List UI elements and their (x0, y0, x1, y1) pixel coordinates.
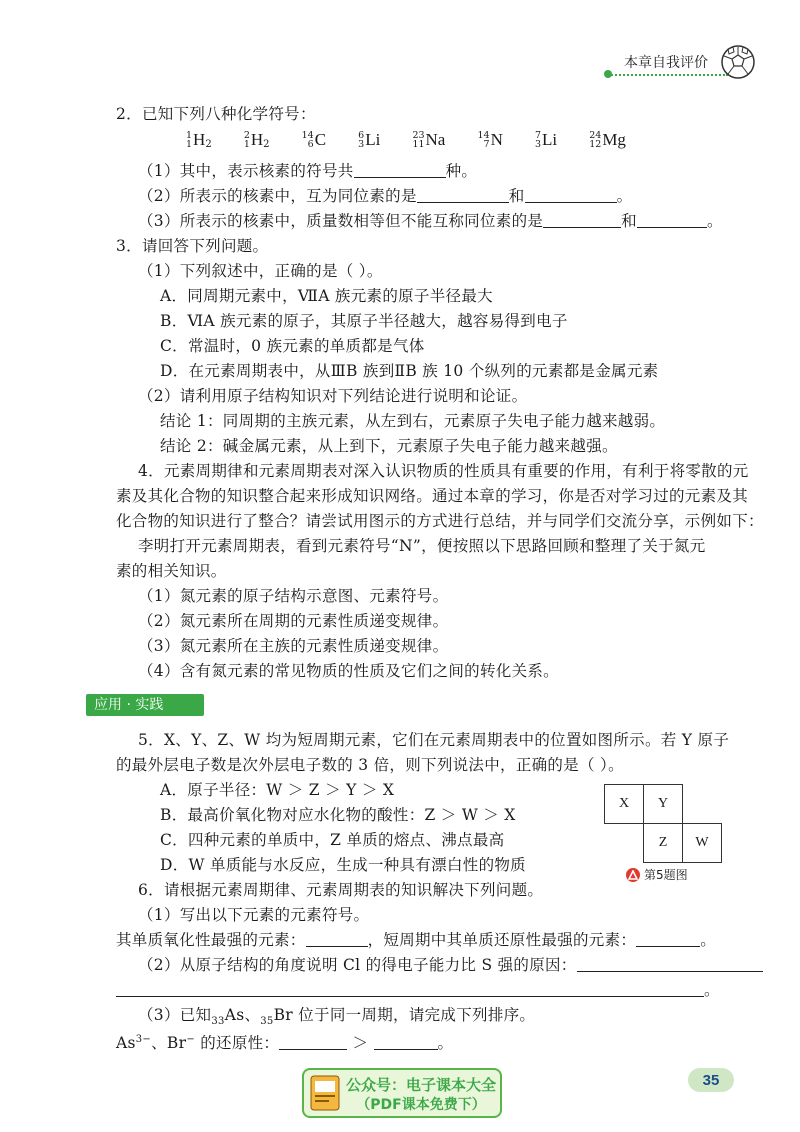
q3-part1: （1）下列叙述中，正确的是（ ）。 (138, 262, 383, 280)
page-number: 35 (688, 1068, 734, 1092)
answer-blank[interactable] (116, 980, 704, 997)
q6-part1: （1）写出以下元素的元素符号。 (138, 906, 370, 924)
q3-conclusion-1: 结论 1：同周期的主族元素，从左到右，元素原子失电子能力越来越弱。 (160, 412, 666, 430)
nuclide-symbol: 6 3 Li (358, 130, 381, 150)
answer-blank[interactable] (306, 930, 368, 947)
q6-part2-continuation: 。 (116, 979, 720, 1001)
chapter-self-evaluation-title: 本章自我评价 (624, 55, 708, 71)
q5-option-d: D．W 单质能与水反应，生成一种具有漂白性的物质 (160, 856, 526, 874)
answer-blank[interactable] (374, 1033, 438, 1050)
nuclide-symbol: 23 11 Na (412, 130, 446, 150)
answer-blank[interactable] (577, 955, 763, 972)
q3-option-b: B．ⅥA 族元素的原子，其原子半径越大，越容易得到电子 (160, 312, 568, 330)
nuclide-symbol: 1 1 H 2 (186, 130, 212, 150)
q4-line-2: 素及其化合物的知识整合起来形成知识网络。通过本章的学习，你是否对学习过的元素及其 (116, 487, 749, 505)
section-badge-application-practice: 应用 · 实践 (86, 694, 204, 716)
q2-part3: （3）所表示的核素中，质量数相等但不能互称同位素的是 和 。 (138, 212, 723, 230)
cell-z: Z (643, 823, 683, 863)
q4-line-1: 4．元素周期律和元素周期表对深入认识物质的性质具有重要的作用，有利于将零散的元 (138, 462, 749, 480)
q3-option-c: C．常温时，0 族元素的单质都是气体 (160, 337, 425, 355)
q5-line-1: 5．X、Y、Z、W 均为短周期元素，它们在元素周期表中的位置如图所示。若 Y 原子 (138, 731, 730, 749)
q6-part1-question: 其单质氧化性最强的元素： ，短周期中其单质还原性最强的元素： 。 (116, 931, 717, 949)
nuclide-symbol: 7 3 Li (534, 130, 558, 150)
watermark-banner (302, 1068, 502, 1118)
nuclide-symbols-row (186, 130, 626, 150)
answer-blank[interactable] (637, 211, 707, 228)
q6-part3: （3）已知$_{33}$As、$_{35}$Br 位于同一周期，请完成下列排序。 (138, 1006, 536, 1027)
q3-part2: （2）请利用原子结构知识对下列结论进行说明和论证。 (138, 387, 528, 405)
answer-blank[interactable] (279, 1033, 347, 1050)
q5-option-c: C．四种元素的单质中，Z 单质的熔点、沸点最高 (160, 831, 505, 849)
q4-item-1: （1）氮元素的原子结构示意图、元素符号。 (138, 587, 449, 605)
cell-x: X (604, 784, 644, 824)
answer-blank[interactable] (417, 186, 509, 203)
header-divider (608, 74, 728, 76)
q3-conclusion-2: 结论 2：碱金属元素，从上到下，元素原子失电子能力越来越强。 (160, 437, 618, 455)
q3-option-a: A．同周期元素中，ⅦA 族元素的原子半径最大 (160, 287, 493, 305)
q2-intro: 2．已知下列八种化学符号： (116, 105, 316, 123)
q6-part2: （2）从原子结构的角度说明 Cl 的得电子能力比 S 强的原因： (138, 954, 763, 976)
q6-intro: 6．请根据元素周期律、元素周期表的知识解决下列问题。 (138, 881, 544, 899)
q4-line-5: 素的相关知识。 (116, 562, 227, 580)
q5-option-a: A．原子半径：W ＞ Z ＞ Y ＞ X (160, 781, 395, 799)
q4-item-2: （2）氮元素所在周期的元素性质递变规律。 (138, 612, 449, 630)
watermark-line-1: 公众号：电子课本大全 (346, 1076, 497, 1094)
answer-blank[interactable] (543, 211, 621, 228)
answer-blank[interactable] (636, 930, 700, 947)
q5-line-2: 的最外层电子数是次外层电子数的 3 倍，则下列说法中，正确的是（ ）。 (116, 756, 624, 774)
q3-option-d: D．在元素周期表中，从ⅢB 族到ⅡB 族 10 个纵列的元素都是金属元素 (160, 362, 659, 380)
q4-item-4: （4）含有氮元素的常见物质的性质及它们之间的转化关系。 (138, 662, 559, 680)
book-logo-icon (310, 1075, 340, 1111)
q5-option-b: B．最高价氧化物对应水化物的酸性：Z ＞ W ＞ X (160, 806, 516, 824)
q4-line-4: 李明打开元素周期表，看到元素符号“N”，便按照以下思路回顾和整理了关于氮元 (138, 537, 706, 555)
q6-part3-question: $As^{3-}$、Br− 的还原性： ＞ 。 (116, 1034, 454, 1053)
figure-caption (626, 866, 688, 883)
watermark-line-2: （PDF课本免费下） (356, 1097, 486, 1113)
answer-blank[interactable] (354, 161, 446, 178)
nuclide-symbol: 24 12 Mg (589, 130, 626, 150)
q2-part2: （2）所表示的核素中，互为同位素的是 和 。 (138, 187, 633, 205)
q3-intro: 3．请回答下列问题。 (116, 237, 269, 255)
triangle-marker-icon (626, 868, 640, 882)
soccer-ball-icon (720, 44, 756, 80)
q2-part1: （1）其中，表示核素的符号共 种。 (138, 162, 478, 180)
nuclide-symbol: 2 1 H 2 (243, 130, 270, 150)
cell-w: W (682, 823, 722, 863)
answer-blank[interactable] (525, 186, 617, 203)
cell-y: Y (643, 784, 683, 824)
q4-item-3: （3）氮元素所在主族的元素性质递变规律。 (138, 637, 449, 655)
figure-caption-text: 第5题图 (644, 868, 688, 882)
nuclide-symbol: 14 7 N (477, 130, 503, 150)
q4-line-3: 化合物的知识进行了整合？请尝试用图示的方式进行总结，并与同学们交流分享，示例如下： (116, 512, 764, 530)
nuclide-symbol: 14 6 C (301, 130, 327, 150)
